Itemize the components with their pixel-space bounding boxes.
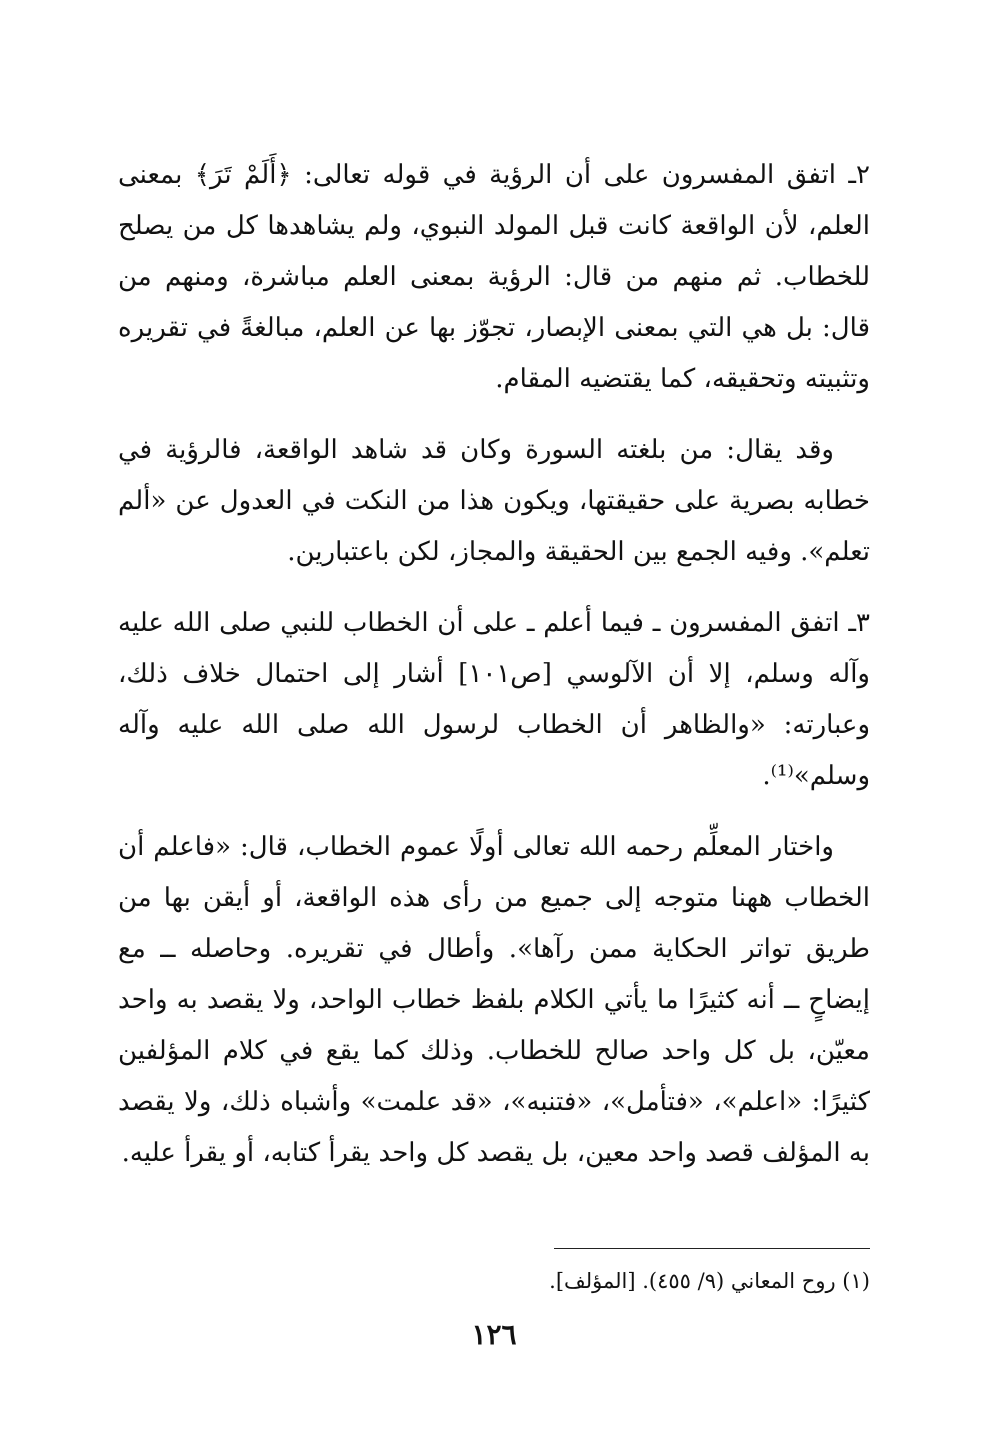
footnote: (١) روح المعاني (٩/ ٤٥٥). [المؤلف]. xyxy=(549,1269,870,1293)
paragraph-point-3: ٣ـ اتفق المفسرون ـ فيما أعلم ـ على أن الخطاب للنبي صلى الله عليه وآله وسلم، إلا أن الآلوسي [ص١٠١] أشار إلى احتمال خلاف ذلك، وعبارته: «والظاهر أن الخطاب لرسول الله صلى الله عليه وآله وسلم»⁽¹⁾. xyxy=(118,608,870,791)
footnote-divider xyxy=(554,1248,870,1249)
main-text xyxy=(118,150,870,1179)
page-number: ١٢٦ xyxy=(471,1318,517,1351)
paragraph-muallimi-view: واختار المعلِّم رحمه الله تعالى أولًا عموم الخطاب، قال: «فاعلم أن الخطاب ههنا متوجه إلى جميع من رأى هذه الواقعة، أو أيقن بها من طريق تواتر الحكاية ممن رآها». وأطال في تقريره. وحاصله ــ مع إيضاحٍ ــ أنه كثيرًا ما يأتي الكلام بلفظ خطاب الواحد، ولا يقصد به واحد معيّن، بل كل واحد صالح للخطاب. وذلك كما يقع في كلام المؤلفين كثيرًا: «اعلم»، «فتأمل»، «فتنبه»، «قد علمت» وأشباه ذلك، ولا يقصد به المؤلف قصد واحد معين، بل يقصد كل واحد يقرأ كتابه، أو يقرأ عليه. xyxy=(118,832,870,1168)
paragraph-sight-meaning: وقد يقال: من بلغته السورة وكان قد شاهد الواقعة، فالرؤية في خطابه بصرية على حقيقتها، ويكون هذا من النكت في العدول عن «ألم تعلم». وفيه الجمع بين الحقيقة والمجاز، لكن باعتبارين. xyxy=(118,435,870,567)
paragraph-point-2: ٢ـ اتفق المفسرون على أن الرؤية في قوله تعالى: ﴿أَلَمْ تَرَ﴾ بمعنى العلم، لأن الواقعة كانت قبل المولد النبوي، ولم يشاهدها كل من يصلح للخطاب. ثم منهم من قال: الرؤية بمعنى العلم مباشرة، ومنهم من قال: بل هي التي بمعنى الإبصار، تجوّز بها عن العلم، مبالغةً في تقريره وتثبيته وتحقيقه، كما يقتضيه المقام. xyxy=(118,160,870,394)
